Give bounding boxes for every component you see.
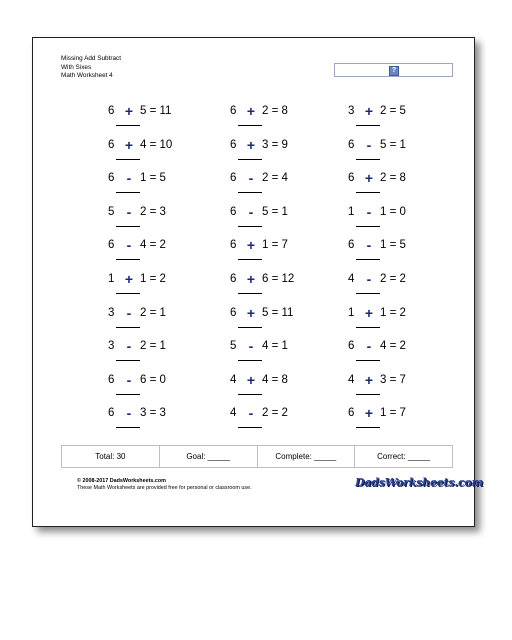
equation-rest: 6 = 12 bbox=[262, 273, 295, 285]
math-problem bbox=[348, 138, 438, 171]
math-problem bbox=[348, 272, 438, 305]
equation-rest: 1 = 5 bbox=[380, 239, 406, 252]
goal-cell: Goal: _____ bbox=[160, 446, 258, 467]
answer-blank-line bbox=[116, 125, 140, 126]
first-number: 6 bbox=[230, 239, 237, 252]
answer-blank-line bbox=[356, 360, 380, 361]
minus-sign: - bbox=[248, 203, 254, 220]
first-number: 6 bbox=[348, 407, 355, 420]
equation-rest: 2 = 1 bbox=[140, 340, 166, 353]
first-number: 6 bbox=[108, 138, 115, 151]
first-number: 3 bbox=[108, 306, 115, 319]
math-problem bbox=[230, 205, 320, 238]
minus-sign: - bbox=[248, 405, 254, 422]
answer-blank-line bbox=[116, 327, 140, 328]
math-problem bbox=[108, 272, 198, 305]
math-problem bbox=[348, 306, 438, 339]
minus-sign: - bbox=[126, 338, 132, 355]
problem-grid bbox=[33, 38, 474, 438]
equation-rest: 1 = 5 bbox=[140, 172, 166, 185]
math-problem bbox=[230, 339, 320, 372]
minus-sign: - bbox=[126, 203, 132, 220]
answer-blank-line bbox=[356, 293, 380, 294]
math-problem bbox=[230, 272, 320, 305]
equation-rest: 2 = 5 bbox=[380, 105, 406, 117]
math-problem bbox=[348, 171, 438, 204]
math-problem bbox=[108, 306, 198, 339]
plus-sign: + bbox=[124, 136, 134, 153]
first-number: 4 bbox=[230, 373, 237, 386]
first-number: 6 bbox=[348, 172, 355, 185]
answer-blank-line bbox=[238, 327, 262, 328]
answer-blank-line bbox=[238, 192, 262, 193]
first-number: 1 bbox=[108, 273, 115, 285]
title-line-3: Math Worksheet 4 bbox=[61, 72, 113, 80]
answer-blank-line bbox=[356, 259, 380, 260]
answer-blank-line bbox=[238, 259, 262, 260]
answer-blank-line bbox=[238, 125, 262, 126]
equation-rest: 1 = 7 bbox=[380, 407, 406, 420]
minus-sign: - bbox=[366, 338, 372, 355]
plus-sign: + bbox=[246, 237, 256, 254]
math-problem bbox=[230, 238, 320, 271]
math-problem bbox=[108, 406, 198, 439]
complete-cell: Complete: _____ bbox=[258, 446, 356, 467]
equation-rest: 2 = 3 bbox=[140, 205, 166, 218]
minus-sign: - bbox=[126, 405, 132, 422]
first-number: 6 bbox=[348, 340, 355, 353]
minus-sign: - bbox=[126, 237, 132, 254]
first-number: 6 bbox=[108, 407, 115, 420]
first-number: 6 bbox=[230, 138, 237, 151]
answer-blank-line bbox=[116, 427, 140, 428]
answer-blank-line bbox=[116, 259, 140, 260]
equation-rest: 4 = 8 bbox=[262, 373, 288, 386]
first-number: 3 bbox=[348, 105, 355, 117]
first-number: 6 bbox=[108, 373, 115, 386]
dadsworksheets-logo: DadsWorksheets.com bbox=[355, 476, 484, 489]
first-number: 5 bbox=[230, 340, 237, 353]
answer-blank-line bbox=[356, 192, 380, 193]
equation-rest: 3 = 3 bbox=[140, 407, 166, 420]
usage-line: These Math Worksheets are provided free for personal or classroom use. bbox=[77, 485, 252, 491]
math-problem bbox=[230, 104, 320, 137]
equation-rest: 2 = 4 bbox=[262, 172, 288, 185]
copyright-line: © 2008-2017 DadsWorksheets.com bbox=[77, 478, 166, 484]
first-number: 6 bbox=[348, 138, 355, 151]
first-number: 6 bbox=[108, 172, 115, 185]
answer-blank-line bbox=[238, 226, 262, 227]
plus-sign: + bbox=[364, 170, 374, 187]
answer-blank-line bbox=[238, 394, 262, 395]
first-number: 4 bbox=[348, 273, 355, 285]
answer-blank-line bbox=[238, 293, 262, 294]
equation-rest: 2 = 2 bbox=[380, 273, 406, 285]
equation-rest: 2 = 2 bbox=[262, 407, 288, 420]
math-problem bbox=[348, 339, 438, 372]
first-number: 6 bbox=[230, 273, 237, 285]
equation-rest: 6 = 0 bbox=[140, 373, 166, 386]
plus-sign: + bbox=[364, 405, 374, 422]
equation-rest: 4 = 1 bbox=[262, 340, 288, 353]
title-line-1: Missing Add Subtract bbox=[61, 55, 122, 62]
math-problem bbox=[108, 238, 198, 271]
answer-blank-line bbox=[356, 327, 380, 328]
first-number: 6 bbox=[108, 239, 115, 252]
math-problem bbox=[348, 373, 438, 406]
plus-sign: + bbox=[364, 371, 374, 388]
answer-blank-line bbox=[238, 427, 262, 428]
first-number: 1 bbox=[348, 205, 355, 218]
answer-blank-line bbox=[238, 159, 262, 160]
first-number: 6 bbox=[348, 239, 355, 252]
plus-sign: + bbox=[246, 136, 256, 153]
first-number: 4 bbox=[230, 407, 237, 420]
equation-rest: 5 = 1 bbox=[262, 205, 288, 218]
correct-cell: Correct: _____ bbox=[377, 452, 431, 461]
equation-rest: 3 = 9 bbox=[262, 138, 288, 151]
plus-sign: + bbox=[246, 304, 256, 321]
answer-blank-line bbox=[116, 394, 140, 395]
plus-sign: + bbox=[124, 271, 134, 287]
answer-blank-line bbox=[356, 394, 380, 395]
equation-rest: 5 = 1 bbox=[380, 138, 406, 151]
first-number: 5 bbox=[108, 205, 115, 218]
equation-rest: 1 = 0 bbox=[380, 205, 406, 218]
answer-blank-line bbox=[116, 226, 140, 227]
minus-sign: - bbox=[366, 136, 372, 153]
math-problem bbox=[230, 138, 320, 171]
plus-sign: + bbox=[246, 371, 256, 388]
equation-rest: 2 = 8 bbox=[380, 172, 406, 185]
equation-rest: 5 = 11 bbox=[262, 306, 294, 319]
math-problem bbox=[108, 339, 198, 372]
math-problem bbox=[108, 205, 198, 238]
answer-blank-line bbox=[356, 226, 380, 227]
answer-key-button[interactable]: ? bbox=[389, 66, 399, 76]
first-number: 6 bbox=[230, 172, 237, 185]
plus-sign: + bbox=[364, 304, 374, 321]
equation-rest: 4 = 2 bbox=[140, 239, 166, 252]
score-table bbox=[61, 445, 453, 468]
answer-blank-line bbox=[356, 427, 380, 428]
equation-rest: 4 = 10 bbox=[140, 138, 173, 151]
answer-blank-line bbox=[116, 159, 140, 160]
math-problem bbox=[230, 171, 320, 204]
math-problem bbox=[108, 104, 198, 137]
worksheet-page bbox=[32, 37, 484, 527]
plus-sign: + bbox=[246, 103, 256, 119]
equation-rest: 5 = 11 bbox=[140, 105, 172, 117]
plus-sign: + bbox=[246, 271, 256, 287]
plus-sign: + bbox=[364, 103, 374, 119]
title-line-2: With Sixes bbox=[61, 63, 92, 71]
math-problem bbox=[108, 138, 198, 171]
math-problem bbox=[348, 238, 438, 271]
first-number: 3 bbox=[108, 340, 115, 353]
total-cell: Total: 30 bbox=[62, 446, 160, 467]
equation-rest: 1 = 2 bbox=[140, 273, 166, 285]
first-number: 6 bbox=[108, 105, 115, 117]
first-number: 6 bbox=[230, 306, 237, 319]
answer-blank-line bbox=[116, 293, 140, 294]
answer-blank-line bbox=[116, 360, 140, 361]
first-number: 6 bbox=[230, 105, 237, 117]
math-problem bbox=[230, 306, 320, 339]
equation-rest: 2 = 8 bbox=[262, 105, 288, 117]
minus-sign: - bbox=[126, 304, 132, 321]
first-number: 4 bbox=[348, 373, 355, 386]
answer-blank-line bbox=[116, 192, 140, 193]
minus-sign: - bbox=[126, 170, 132, 187]
math-problem bbox=[348, 406, 438, 439]
equation-rest: 3 = 7 bbox=[380, 373, 406, 386]
answer-blank-line bbox=[238, 360, 262, 361]
math-problem bbox=[348, 104, 438, 137]
copyright-notice bbox=[77, 478, 252, 492]
minus-sign: - bbox=[366, 203, 372, 220]
minus-sign: - bbox=[126, 371, 132, 388]
first-number: 1 bbox=[348, 306, 355, 319]
minus-sign: - bbox=[366, 237, 372, 254]
equation-rest: 2 = 1 bbox=[140, 306, 166, 319]
equation-rest: 1 = 7 bbox=[262, 239, 288, 252]
math-problem bbox=[230, 373, 320, 406]
plus-sign: + bbox=[124, 103, 134, 119]
answer-blank-line bbox=[356, 125, 380, 126]
equation-rest: 4 = 2 bbox=[380, 340, 406, 353]
minus-sign: - bbox=[248, 170, 254, 187]
equation-rest: 1 = 2 bbox=[380, 306, 406, 319]
minus-sign: - bbox=[366, 271, 372, 287]
math-problem bbox=[230, 406, 320, 439]
minus-sign: - bbox=[248, 338, 254, 355]
math-problem bbox=[108, 373, 198, 406]
answer-blank-line bbox=[356, 159, 380, 160]
math-problem bbox=[108, 171, 198, 204]
math-problem bbox=[348, 205, 438, 238]
first-number: 6 bbox=[230, 205, 237, 218]
